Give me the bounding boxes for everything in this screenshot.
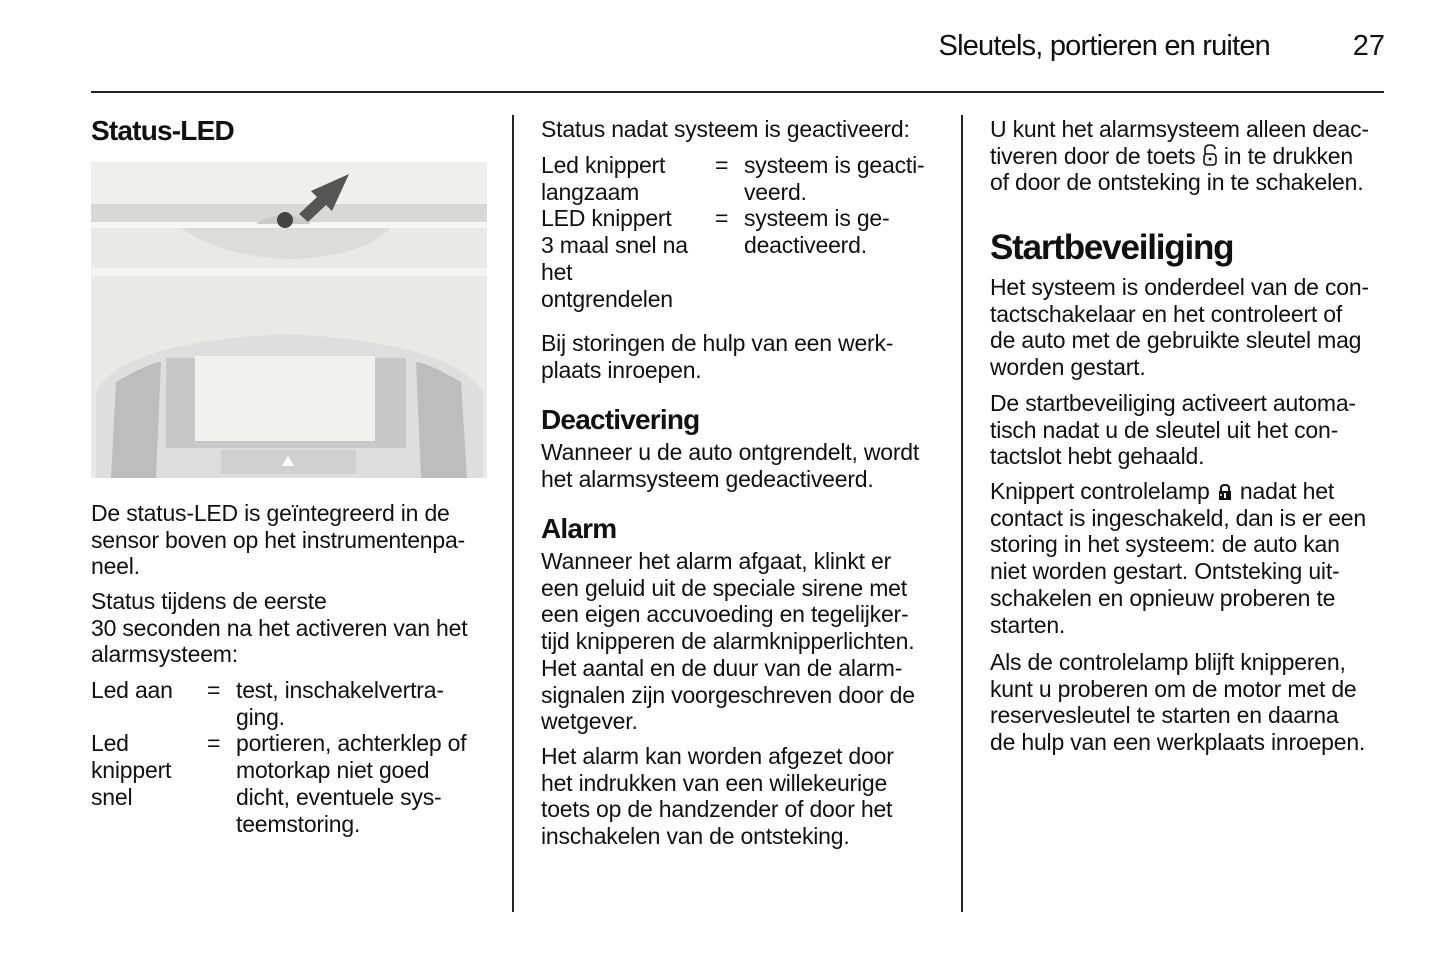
section-heading: Startbeveiliging xyxy=(990,228,1234,267)
paragraph: Status tijdens de eerste 30 seconden na het activeren van het alarmsysteem: xyxy=(91,588,468,668)
table-value: systeem is geacti- veerd. xyxy=(744,152,925,205)
paragraph: De status-LED is geïntegreerd in de sensor boven op het instrumentenpa- neel. xyxy=(91,500,466,580)
paragraph: Bij storingen de hulp van een werk- plaats inroepen. xyxy=(541,330,894,383)
paragraph: Wanneer u de auto ontgrendelt, wordt het alarmsysteem gedeactiveerd. xyxy=(541,439,920,492)
table-label: Led knippert langzaam xyxy=(541,152,666,205)
section-heading: Status-LED xyxy=(91,115,234,146)
page-number: 27 xyxy=(1352,30,1385,62)
table-eq: = xyxy=(207,730,221,757)
table-label: LED knippert 3 maal snel na het ontgrendelen xyxy=(541,205,688,312)
table-value: test, inschakelvertra- ging. xyxy=(236,677,444,730)
paragraph: Status nadat systeem is geactiveerd: xyxy=(541,116,910,142)
section-heading: Alarm xyxy=(541,513,617,544)
text: U kunt het alarmsysteem alleen deac- tiveren door de toets xyxy=(990,116,1369,169)
table-value: systeem is ge- deactiveerd. xyxy=(744,205,890,259)
paragraph xyxy=(990,478,1390,638)
paragraph: Wanneer het alarm afgaat, klinkt er een geluid uit de speciale sirene met een eigen accuvoeding en tegelijker- tijd knipperen de alarmknipperlichten. Het aantal en de duur van de alarm- signalen zijn voorgeschreven door de wetgever. xyxy=(541,548,915,735)
status-table xyxy=(541,152,944,312)
table-label: Led aan xyxy=(91,677,173,703)
text: nadat het contact is ingeschakeld, dan is er een storing in het systeem: de auto kan niet worden gestart. Ontsteking uit- schakelen en opnieuw proberen te starten. xyxy=(990,478,1366,638)
text: Knippert controlelamp xyxy=(990,478,1216,504)
status-led-sensor xyxy=(277,212,293,228)
unlock-key-icon xyxy=(1202,143,1218,167)
paragraph xyxy=(990,116,1390,196)
paragraph: Het alarm kan worden afgezet door het indrukken van een willekeurige toets op de handzender of door het inschakelen van de ontsteking. xyxy=(541,743,894,850)
running-header-title: Sleutels, portieren en ruiten xyxy=(938,30,1270,62)
status-table xyxy=(91,677,496,837)
table-value: portieren, achterklep of motorkap niet goed dicht, eventuele sys- teemstoring. xyxy=(236,730,467,837)
paragraph: Als de controlelamp blijft knipperen, kunt u proberen om de motor met de reservesleutel te starten en daarna de hulp van een werkplaats inroepen. xyxy=(990,649,1366,756)
header-rule xyxy=(91,91,1384,93)
paragraph: Het systeem is onderdeel van de con- tactschakelaar en het controleert of de auto met de gebruikte sleutel mag worden gestart. xyxy=(990,274,1369,381)
table-eq: = xyxy=(207,677,221,703)
text: in te drukken of door de ontsteking in te schakelen. xyxy=(990,142,1364,196)
paragraph: De startbeveiliging activeert automa- tisch nadat u de sleutel uit het con- tactslot hebt gehaald. xyxy=(990,390,1356,470)
column-divider xyxy=(961,115,963,912)
table-eq: = xyxy=(715,205,729,232)
column-divider xyxy=(512,115,514,912)
table-label: Led knippert snel xyxy=(91,730,172,810)
table-eq: = xyxy=(715,152,729,178)
immobilizer-warning-icon xyxy=(1216,483,1234,501)
section-heading: Deactivering xyxy=(541,404,700,435)
dashboard-illustration xyxy=(91,162,487,478)
